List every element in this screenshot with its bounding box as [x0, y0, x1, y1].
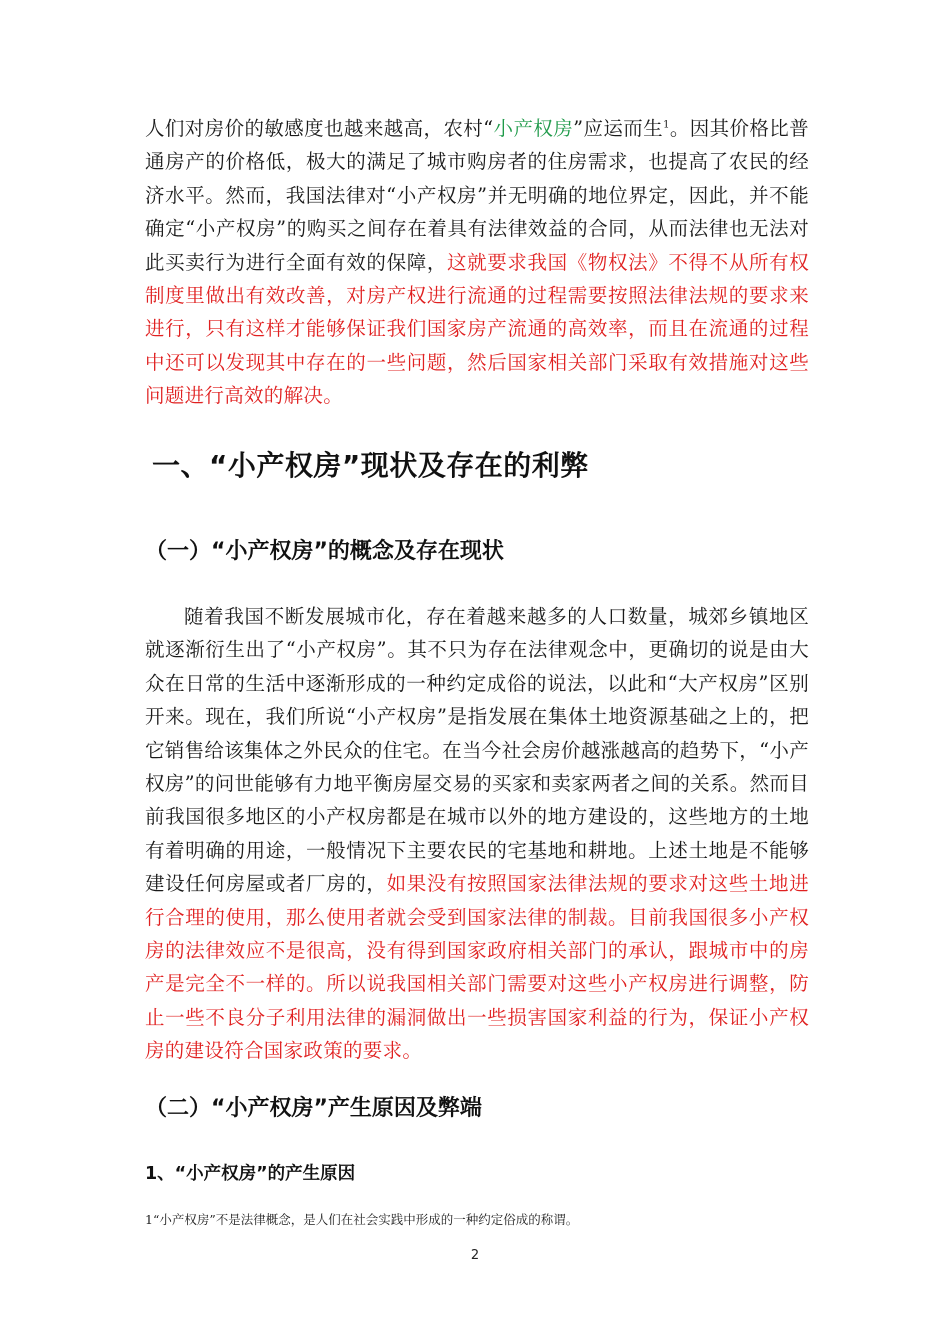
intro-text-1: 人们对房价的敏感度也越来越高，农村“ [145, 117, 494, 140]
intro-text-red: 这就要求我国《物权法》不得不从所有权制度里做出有效改善，对房产权进行流通的过程需要按照法律法规的要求来进行，只有这样才能够保证我们国家房产流通的高效率，而且在流通的过程中还可以发现其中存在的一些问题，然后国家相关部门采取有效措施对这些问题进行高效的解决。 [145, 250, 809, 408]
subsection-heading-2: （二）“小产权房”产生原因及弊端 [145, 1096, 482, 1121]
footnote-reference[interactable]: 1 [663, 119, 670, 131]
concept-text: 随着我国不断发展城市化，存在着越来越多的人口数量，城郊乡镇地区就逐渐衍生出了“小产权房”。其不只为存在法律观念中，更确切的说是由大众在日常的生活中逐渐形成的一种约定成俗的说法，以此和“大产权房”区别开来。现在，我们所说“小产权房”是指发展在集体土地资源基础之上的，把它销售给该集体之外民众的住宅。在当今社会房价越涨越高的趋势下，“小产权房”的问世能够有力地平衡房屋交易的买家和卖家两者之间的关系。然而目前我国很多地区的小产权房都是在城市以外的地方建设的，这些地方的土地有着明确的用途，一般情况下主要农民的宅基地和耕地。上述土地是不能够建设任何房屋或者厂房的， [145, 605, 809, 896]
subsubsection-heading-1: 1、“小产权房”的产生原因 [145, 1164, 356, 1184]
concept-text-red: 如果没有按照国家法律法规的要求对这些土地进行合理的使用，那么使用者就会受到国家法律的制裁。目前我国很多小产权房的法律效应不是很高，没有得到国家政府相关部门的承认，跟城市中的房产是完全不一样的。所以说我国相关部门需要对这些小产权房进行调整，防止一些不良分子利用法律的漏洞做出一些损害国家利益的行为，保证小产权房的建设符合国家政策的要求。 [145, 872, 809, 1063]
term-highlight: 小产权房 [493, 117, 574, 140]
page-number: 2 [470, 1248, 480, 1263]
concept-paragraph [145, 600, 809, 1068]
intro-text-2: ”应运而生 [573, 117, 664, 140]
intro-text-3: 。因其价格比普通房产的价格低，极大的满足了城市购房者的住房需求，也提高了农民的经济水平。然而，我国法律对“小产权房”并无明确的地位界定，因此，并不能确定“小产权房”的购买之间存在着具有法律效益的合同，从而法律也无法对此买卖行为进行全面有效的保障， [145, 117, 809, 274]
footnote: 1“小产权房”不是法律概念，是人们在社会实践中形成的一种约定俗成的称谓。 [145, 1212, 579, 1227]
section-heading-1: 一、“小产权房”现状及存在的利弊 [152, 449, 589, 482]
intro-paragraph [145, 112, 809, 413]
subsection-heading-1: （一）“小产权房”的概念及存在现状 [145, 539, 504, 564]
